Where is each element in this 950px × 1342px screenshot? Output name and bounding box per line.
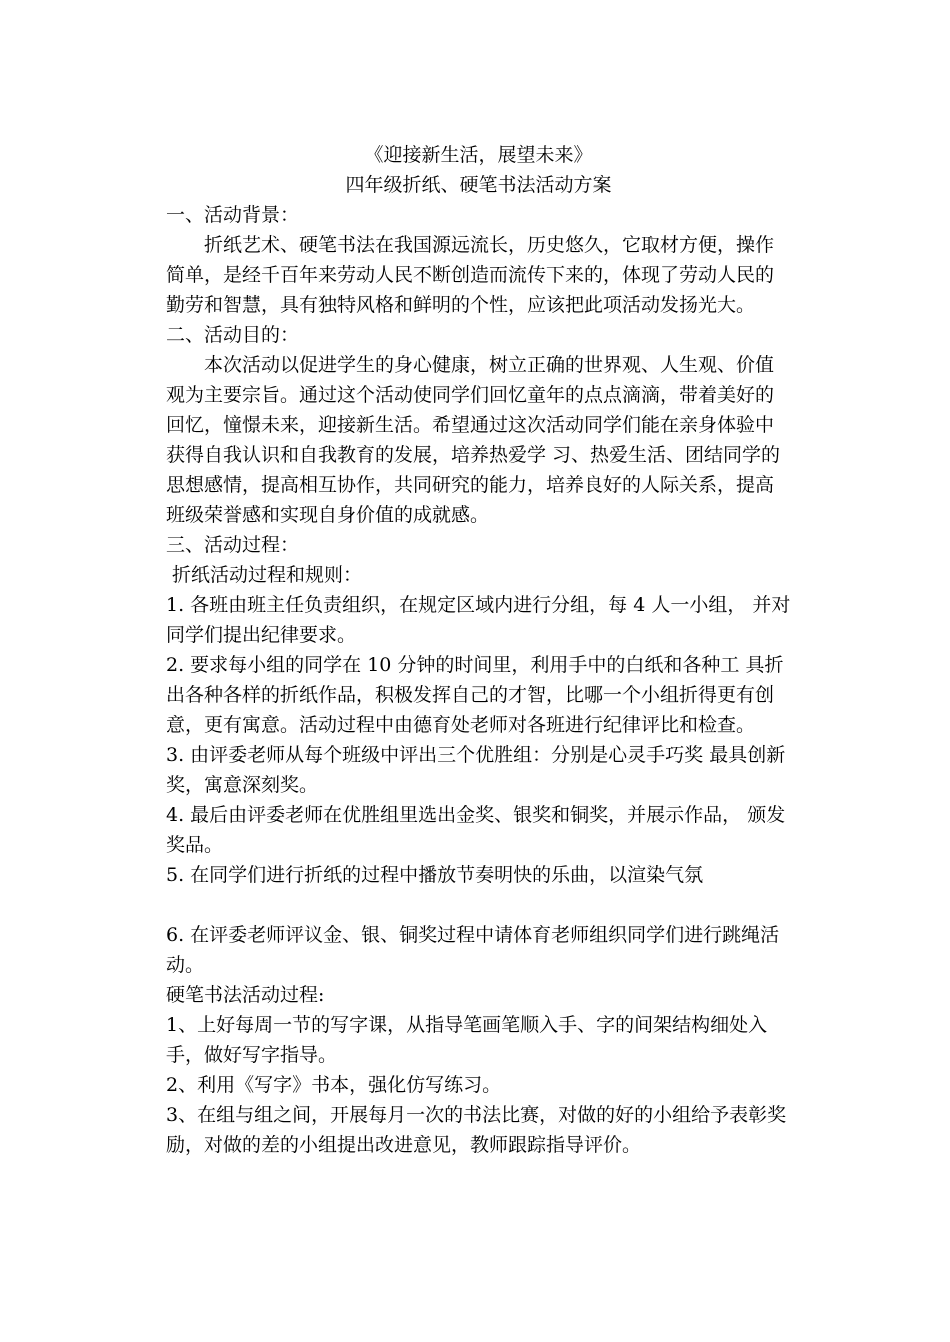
origami-item-1: 1. 各班由班主任负责组织，在规定区域内进行分组，每 4 人一小组， 并对同学们提出纪律要求。 [166, 594, 791, 646]
calligraphy-item-3: 3、在组与组之间，开展每月一次的书法比赛，对做的好的小组给予表彰奖励，对做的差的小组提出改进意见，教师跟踪指导评价。 [166, 1104, 787, 1156]
calligraphy-item-1: 1、上好每周一节的写字课，从指导笔画笔顺入手、字的间架结构细处入手，做好写字指导。 [166, 1014, 768, 1066]
document-subtitle: 四年级折纸、硬笔书法活动方案 [345, 174, 612, 196]
origami-item-4: 4. 最后由评委老师在优胜组里选出金奖、银奖和铜奖，并展示作品， 颁发奖品。 [166, 804, 786, 856]
origami-item-6: 6. 在评委老师评议金、银、铜奖过程中请体育老师组织同学们进行跳绳活动。 [166, 924, 780, 976]
section-body-purpose: 本次活动以促进学生的身心健康，树立正确的世界观、人生观、价值观为主要宗旨。通过这个活动使同学们回忆童年的点点滴滴，带着美好的回忆，憧憬未来，迎接新生活。希望通过这次活动同学们能在亲身体验中获得自我认识和自我教育的发展，培养热爱学 习、热爱生活、团结同学的思想感情，提高相互协作，共同研究的能力，培养良好的人际关系，提高班级荣誉感和实现自身价值的成就感。 [166, 354, 781, 526]
document-body [166, 140, 791, 1160]
document-title: 《迎接新生活，展望未来》 [364, 144, 593, 166]
blank-line [166, 890, 791, 920]
origami-item-5: 5. 在同学们进行折纸的过程中播放节奏明快的乐曲，以渲染气氛 [166, 864, 704, 886]
section-heading-background: 一、活动背景： [166, 204, 300, 226]
origami-item-2: 2. 要求每小组的同学在 10 分钟的时间里，利用手中的白纸和各种工 具折出各种各样的折纸作品，积极发挥自己的才智，比哪一个小组折得更有创意，更有寓意。活动过程中由德育处老师对各班进行纪律评比和检查。 [166, 654, 784, 736]
section-heading-process: 三、活动过程： [166, 534, 300, 556]
calligraphy-item-2: 2、利用《写字》书本，强化仿写练习。 [166, 1074, 502, 1096]
origami-item-3: 3. 由评委老师从每个班级中评出三个优胜组：分别是心灵手巧奖 最具创新奖，寓意深刻奖。 [166, 744, 786, 796]
calligraphy-heading: 硬笔书法活动过程: [166, 984, 325, 1006]
section-heading-purpose: 二、活动目的： [166, 324, 300, 346]
origami-heading: 折纸活动过程和规则： [166, 564, 363, 586]
section-body-background: 折纸艺术、硬笔书法在我国源远流长，历史悠久，它取材方便，操作简单，是经千百年来劳动人民不断创造而流传下来的，体现了劳动人民的勤劳和智慧，具有独特风格和鲜明的个性，应该把此项活动发扬光大。 [166, 234, 775, 316]
